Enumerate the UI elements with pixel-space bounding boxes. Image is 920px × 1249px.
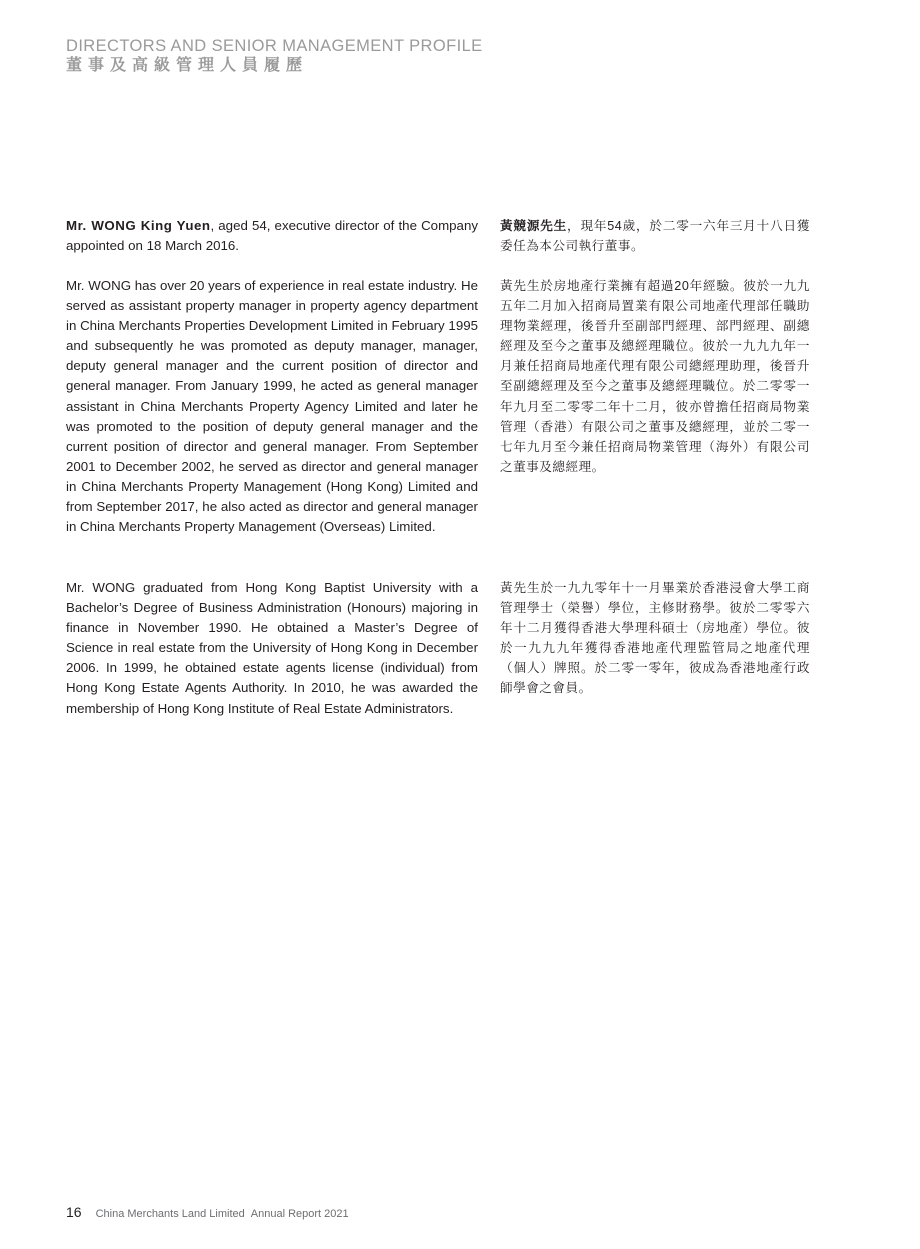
section-title-zh: 董事及高級管理人員履歷: [66, 57, 309, 74]
experience-paragraph-zh: [500, 276, 810, 477]
experience-paragraph-en: [66, 276, 478, 537]
education-paragraph-zh: [500, 578, 810, 699]
intro-paragraph-zh: [500, 216, 810, 256]
director-name-en: Mr. WONG King Yuen: [66, 218, 211, 233]
education-paragraph-en: [66, 578, 478, 719]
intro-text-zh: ，現年54歲，於二零一六年三月十八日獲委任為本公司執行董事。: [500, 219, 810, 254]
page-number: 16: [66, 1204, 82, 1220]
section-title-en: DIRECTORS AND SENIOR MANAGEMENT PROFILE: [66, 37, 483, 55]
intro-paragraph-en: [66, 216, 478, 256]
experience-text-en: Mr. WONG has over 20 years of experience in real estate industry. He served as assistant property manager in property agency department in China Merchants Properties Development Limited in February 1995 and subsequently he was promoted as deputy manager, manager, deputy general manager and the current position of director and general manager. From January 1999, he acted as general manager assistant in China Merchants Property Agency Limited and later he was promoted to the position of deputy general manager and the current position of director and general manager. From September 2001 to December 2002, he served as director and general manager in China Merchants Property Management (Hong Kong) Limited and from September 2017, he also acted as director and general manager in China Merchants Property Management (Overseas) Limited.: [66, 278, 478, 535]
page-header: [66, 36, 483, 76]
intro-text-en: , aged 54, executive director of the Company appointed on 18 March 2016.: [66, 218, 478, 254]
education-text-zh: 黃先生於一九九零年十一月畢業於香港浸會大學工商管理學士（榮譽）學位，主修財務學。彼於二零零六年十二月獲得香港大學理科碩士（房地產）學位。彼於一九九九年獲得香港地產代理監管局之地產代理（個人）牌照。於二零一零年，彼成為香港地產行政師學會之會員。: [500, 581, 810, 696]
company-name: China Merchants Land Limited: [95, 1208, 245, 1220]
report-title: Annual Report 2021: [250, 1208, 349, 1220]
experience-text-zh: 黃先生於房地產行業擁有超過20年經驗。彼於一九九五年二月加入招商局置業有限公司地產代理部任職助理物業經理，後晉升至副部門經理、部門經理、副總經理及至今之董事及總經理職位。彼於一九九九年一月兼任招商局地產代理有限公司總經理助理，後晉升至副總經理及至今之董事及總經理職位。於二零零一年九月至二零零二年十二月，彼亦曾擔任招商局物業管理（香港）有限公司之董事及總經理，並於二零一七年九月至今兼任招商局物業管理（海外）有限公司之董事及總經理。: [500, 279, 810, 474]
director-name-zh: 黃競源先生: [500, 219, 568, 233]
education-text-en: Mr. WONG graduated from Hong Kong Baptist University with a Bachelor’s Degree of Business Administration (Honours) majoring in finance in November 1990. He obtained a Master’s Degree of Science in real estate from the University of Hong Kong in December 2006. In 1999, he obtained estate agents license (individual) from Hong Kong Estate Agents Authority. In 2010, he was awarded the membership of Hong Kong Institute of Real Estate Administrators.: [66, 580, 478, 716]
page-footer: [66, 1204, 349, 1222]
